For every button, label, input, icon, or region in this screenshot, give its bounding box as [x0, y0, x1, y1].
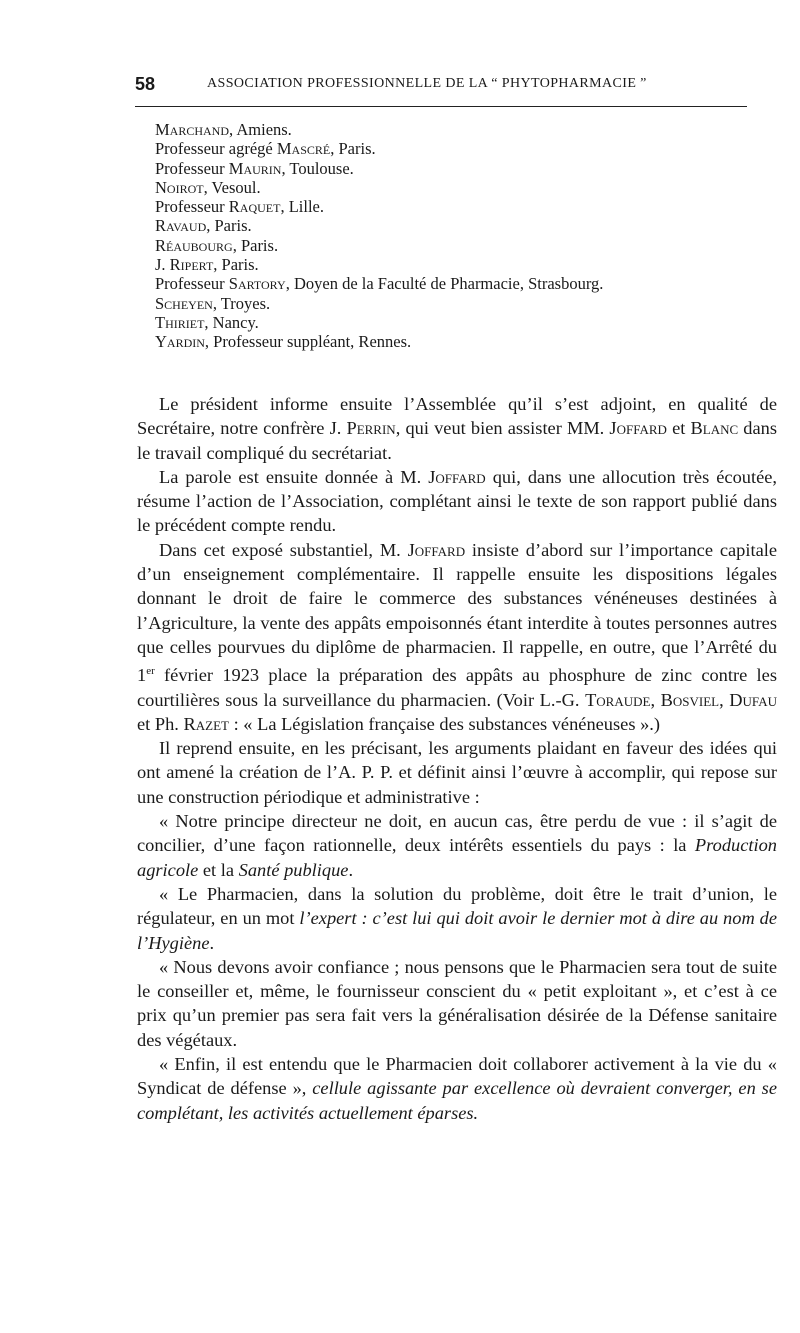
paragraph: « Enfin, il est entendu que le Pharmacien doit collaborer activement à la vie du « Syndicat de défense », cellule agissante par excellence où devraient converger, en se complétant, les activités actuellement éparses.: [137, 1054, 777, 1123]
paragraph: « Nous devons avoir confiance ; nous pensons que le Pharmacien sera tout de suite le conseiller et, même, le fournisseur conscient du « petit exploitant », et c’est à ce prix qu’un premier pas sera fait vers la généralisation désirée de la Défense sanitaire des végétaux.: [137, 956, 777, 1050]
body-text: [137, 392, 777, 1125]
list-item: Noirot, Vesoul.: [155, 177, 261, 197]
list-item: Professeur Raquet, Lille.: [155, 197, 324, 217]
list-item: Yardin, Professeur suppléant, Rennes.: [155, 332, 412, 352]
list-item: Thiriet, Nancy.: [155, 312, 259, 332]
page-header: [135, 70, 747, 100]
paragraph: « Le Pharmacien, dans la solution du problème, doit être le trait d’union, le régulateur, en un mot l’expert : c’est lui qui doit avoir le dernier mot à dire au nom de l’Hygiène.: [137, 883, 777, 953]
list-item: Professeur agrégé Mascré, Paris.: [155, 139, 376, 159]
list-item: Professeur Maurin, Toulouse.: [155, 158, 354, 178]
list-item: Réaubourg, Paris.: [155, 235, 279, 255]
list-item: J. Ripert, Paris.: [155, 255, 259, 275]
page-number: 58: [135, 74, 156, 94]
paragraph: Le président informe ensuite l’Assemblée qu’il s’est adjoint, en qualité de Secrétaire, notre confrère J. Perrin, qui veut bien assister MM. Joffard et Blanc dans le travail compliqué du secrétariat.: [137, 394, 777, 463]
paragraph: « Notre principe directeur ne doit, en aucun cas, être perdu de vue : il s’agit de concilier, d’une façon rationnelle, deux intérêts essentiels du pays : la Production agricole et la Santé publique.: [137, 811, 777, 880]
list-item: Scheyen, Troyes.: [155, 293, 271, 313]
paragraph: Dans cet exposé substantiel, M. Joffard insiste d’abord sur l’importance capitale d’un enseignement complémentaire. Il rappelle ensuite les dispositions légales donnant le droit de faire le commerce des substances vénéneuses destinées à l’Agriculture, la vente des appâts empoisonnés étant interdite à toutes personnes autres que celles pourvues du diplôme de pharmacien. Il rappelle, en outre, que l’Arrêté du 1er février 1923 place la préparation des appâts au phosphure de zinc contre les courtilières sous la surveillance du pharmacien. (Voir L.-G. Toraude, Bosviel, Dufau et Ph. Razet : « La Législation française des substances vénéneuses ».): [137, 539, 777, 734]
list-item: Professeur Sartory, Doyen de la Faculté de Pharmacie, Strasbourg.: [155, 274, 604, 294]
paragraph: Il reprend ensuite, en les précisant, les arguments plaidant en faveur des idées qui ont amené la création de l’A. P. P. et définit ainsi l’œuvre à accomplir, qui repose sur une construction périodique et administrative :: [137, 738, 777, 807]
running-head: ASSOCIATION PROFESSIONNELLE DE LA “ PHYTOPHARMACIE ”: [207, 76, 647, 91]
list-item: Ravaud, Paris.: [155, 216, 252, 236]
paragraph: La parole est ensuite donnée à M. Joffard qui, dans une allocution très écoutée, résume l’action de l’Association, complétant ainsi le texte de son rapport publié dans le précédent compte rendu.: [137, 466, 777, 536]
header-rule: [135, 106, 747, 107]
member-list: [155, 120, 755, 352]
list-item: Marchand, Amiens.: [155, 120, 292, 139]
